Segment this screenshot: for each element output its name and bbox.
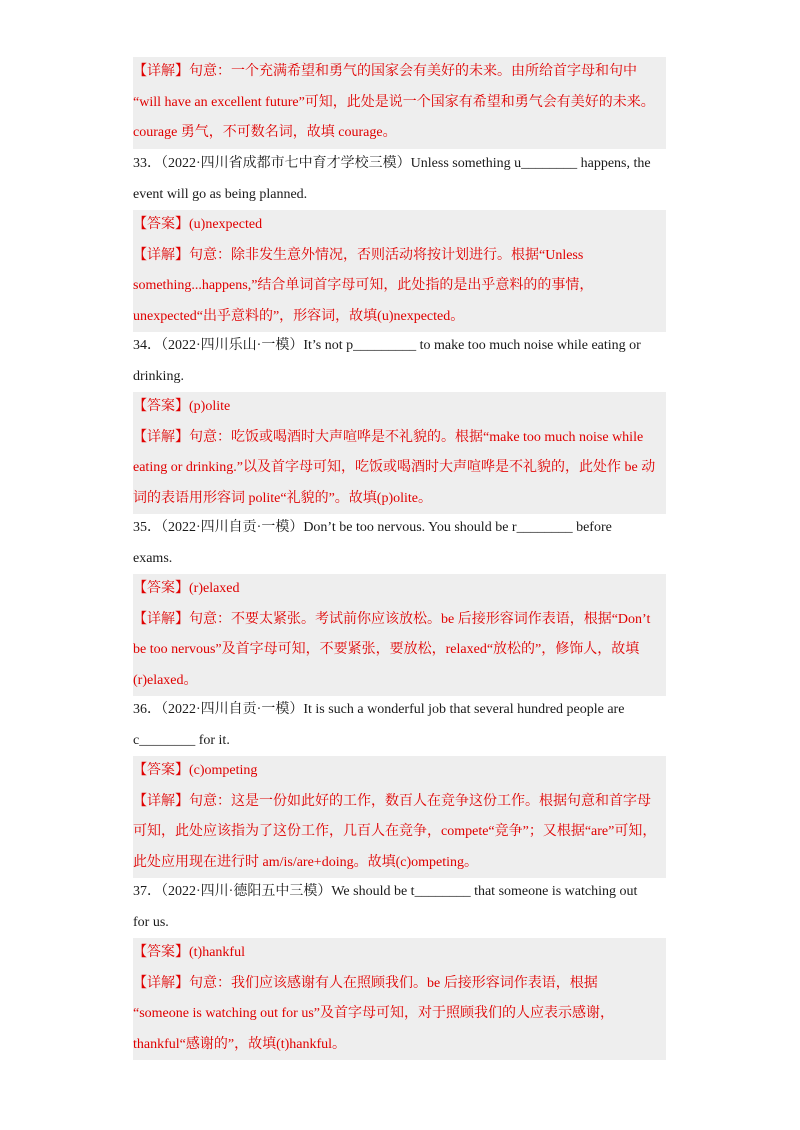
explanation-line: unexpected“出乎意料的”，形容词，故填(u)nexpected。 — [133, 308, 465, 324]
explanation-line: 【详解】句意：吃饭或喝酒时大声喧哗是不礼貌的。根据“make too much noise while — [133, 429, 644, 445]
answer-line: 【答案】(r)elaxed — [133, 581, 240, 596]
answer-line: 【答案】(c)ompeting — [133, 763, 258, 778]
explanation-line: (r)elaxed。 — [133, 672, 198, 688]
explanation-line: “will have an excellent future”可知，此处是说一个国家有希望和勇气会有美好的未来。 — [133, 94, 655, 110]
q33-question-line1: 33．（2022·四川省成都市七中育才学校三模）Unless something u________ happens, the — [133, 156, 651, 171]
q33-answer-block — [133, 210, 666, 332]
q36-question-line2: c________ for it. — [133, 733, 230, 748]
q36-answer-block — [133, 756, 666, 878]
explanation-line: 【详解】句意：我们应该感谢有人在照顾我们。be 后接形容词作表语，根据 — [133, 975, 598, 991]
explanation-line: something...happens,”结合单词首字母可知，此处指的是出乎意料的的事情， — [133, 278, 594, 293]
q32-explanation — [133, 57, 666, 149]
q33-question-line2: event will go as being planned. — [133, 187, 308, 202]
explanation-line: “someone is watching out for us”及首字母可知，对于照顾我们的人应表示感谢， — [133, 1006, 615, 1021]
explanation-line: be too nervous”及首字母可知，不要紧张，要放松，relaxed“放松的”，修饰人，故填 — [133, 642, 640, 657]
answer-line: 【答案】(t)hankful — [133, 945, 245, 960]
explanation-line: 可知，此处应该指为了这份工作，几百人在竞争，compete“竞争”；又根据“are”可知， — [133, 824, 657, 839]
q34-question-line2: drinking. — [133, 369, 184, 384]
q34-question-line1: 34．（2022·四川乐山·一模）It’s not p_________ to make too much noise while eating or — [133, 338, 641, 353]
q34-answer-block — [133, 392, 666, 514]
explanation-line: 【详解】句意：除非发生意外情况，否则活动将按计划进行。根据“Unless — [133, 247, 584, 263]
explanation-line: 【详解】句意：不要太紧张。考试前你应该放松。be 后接形容词作表语，根据“Don’t — [133, 611, 651, 627]
q35-answer-block — [133, 574, 666, 696]
explanation-line: 此处应用现在进行时 am/is/are+doing。故填(c)ompeting。 — [133, 854, 479, 870]
explanation-line: courage 勇气，不可数名词，故填 courage。 — [133, 125, 397, 140]
explanation-line: 词的表语用形容词 polite“礼貌的”。故填(p)olite。 — [133, 490, 433, 506]
q37-answer-block — [133, 938, 666, 1060]
q36-question-line1: 36．（2022·四川自贡·一模）It is such a wonderful job that several hundred people are — [133, 702, 625, 717]
answer-line: 【答案】(p)olite — [133, 399, 231, 414]
q37-question-line1: 37．（2022·四川·德阳五中三模）We should be t________ that someone is watching out — [133, 884, 638, 899]
explanation-line: 【详解】句意：这是一份如此好的工作，数百人在竞争这份工作。根据句意和首字母 — [133, 793, 651, 809]
q35-question-line2: exams. — [133, 551, 173, 566]
explanation-line: thankful“感谢的”，故填(t)hankful。 — [133, 1036, 347, 1052]
explanation-line: 【详解】句意：一个充满希望和勇气的国家会有美好的未来。由所给首字母和句中 — [133, 64, 637, 79]
q35-question-line1: 35．（2022·四川自贡·一模）Don’t be too nervous. You should be r________ before — [133, 520, 612, 535]
q37-question-line2: for us. — [133, 915, 169, 930]
answer-line: 【答案】(u)nexpected — [133, 217, 263, 232]
explanation-line: eating or drinking.”以及首字母可知，吃饭或喝酒时大声喧哗是不礼貌的，此处作 be 动 — [133, 460, 656, 475]
